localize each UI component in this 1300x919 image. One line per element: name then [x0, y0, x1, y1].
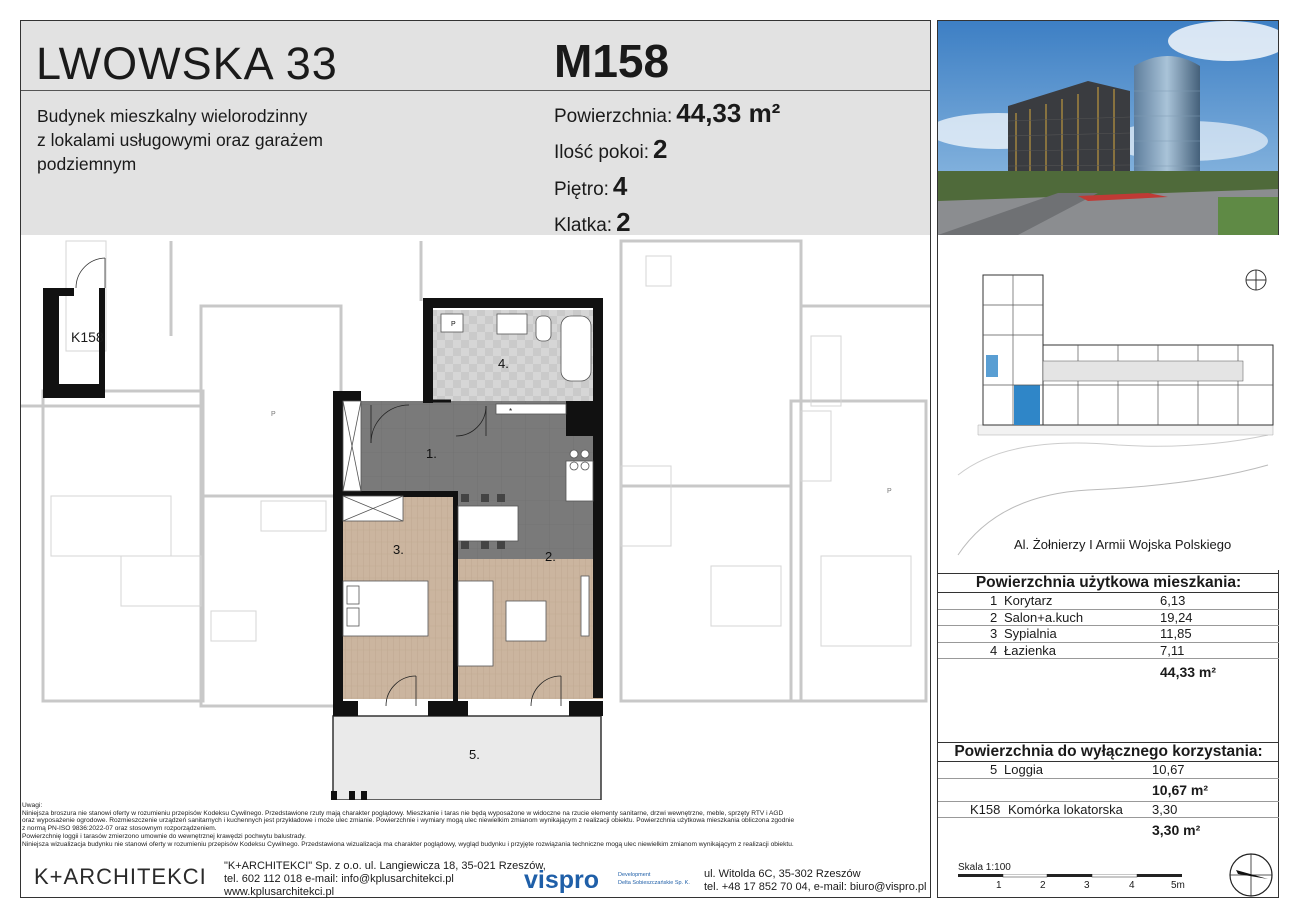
notes-line: z normą PN-ISO 9836:2022-07 oraz stosownym rozporządzeniem. — [22, 825, 217, 833]
table-row: 5 Loggia 10,67 — [938, 762, 1279, 779]
scale-tick: 3 — [1084, 880, 1090, 891]
room-label-4: 4. — [498, 356, 509, 371]
column-divider — [930, 20, 938, 898]
stat-staircase: Klatka: 2 — [554, 207, 631, 237]
table-row: 1 Korytarz 6,13 — [938, 593, 1279, 610]
scale-tick: 4 — [1129, 880, 1135, 891]
scale-tick: 5m — [1171, 880, 1185, 891]
building-description — [37, 104, 397, 176]
description-line: podziemnym — [37, 154, 137, 174]
building-title: LWOWSKA 33 — [36, 38, 338, 89]
notes-line: Powierzchnię loggii i tarasów zmierzono umownie do wewnętrznej krawędzi pochwytu balustrady. — [22, 832, 306, 840]
loggia-total: 10,67 m² — [1152, 781, 1209, 798]
developer-logo: vispro — [524, 866, 600, 894]
exclusive-area-table — [938, 742, 1279, 840]
developer-contact: ul. Witolda 6C, 35-302 Rzeszów tel. +48 17 852 70 04, e-mail: biuro@vispro.pl — [704, 868, 927, 893]
usable-area-heading: Powierzchnia użytkowa mieszkania: — [938, 573, 1279, 593]
stat-floor: Piętro: 4 — [554, 171, 628, 201]
exclusive-area-heading: Powierzchnia do wyłącznego korzystania: — [938, 742, 1279, 762]
notes-line: oraz wyposażenie ogrodowe. Rozmieszczenie urządzeń sanitarnych i kuchennych jest przykładowe i może ulec zmianie. Powierzchnie i wymiary mogą ulec niewielkim zmianom wynikającym z realizacji obiektu. Powierzchnia użytkowa mieszkania obliczona zgodnie — [22, 817, 795, 825]
fixture-label: * — [509, 407, 513, 416]
floor-plan — [21, 236, 930, 800]
stat-area-value: 44,33 m² — [676, 98, 781, 128]
compass-icon — [1228, 852, 1274, 898]
fixture-label: P — [887, 488, 892, 495]
notes-line: Niniejsza broszura nie stanowi oferty w rozumieniu przepisów Kodeksu Cywilnego. Przedstawione rzuty mają charakter poglądowy. Mieszkanie i taras nie będą wyposażone w widoczne na rzucie elementy sanitarne, drzwi wewnętrzne, meble, sprzęty RTV i AGD — [22, 809, 784, 817]
description-line: z lokalami usługowymi oraz garażem — [37, 130, 323, 150]
notes-line: Niniejsza wizualizacja budynku nie stanowi oferty w rozumieniu przepisów Kodeksu Cywilnego. Przedstawiona wizualizacja ma charakter poglądowy, wygląd budynku i przyjęte rozwiązania techniczne mogą ulec niewielkim zmianom wynikającym z realizacji obiektu. — [22, 840, 794, 848]
header-divider — [21, 90, 930, 91]
storage-wall — [43, 288, 59, 398]
apartment-highlight — [1014, 385, 1040, 425]
stat-staircase-value: 2 — [616, 207, 631, 237]
table-row: 4 Łazienka 7,11 — [938, 643, 1279, 660]
room-label-5: 5. — [469, 747, 480, 762]
scale-tick: 1 — [996, 880, 1002, 891]
scale-label: Skala 1:100 — [958, 862, 1011, 873]
building-visualization — [938, 21, 1278, 235]
street-label: Al. Żołnierzy I Armii Wojska Polskiego — [1014, 537, 1232, 552]
notes: Uwagi: Niniejsza broszura nie stanowi oferty w rozumieniu przepisów Kodeksu Cywilnego. Przedstawione rzuty mają charakter poglądowy. Mieszkanie i taras nie będą wyposażone w widoczne na rzucie elementy sanitarne, drzwi wewnętrzne, meble, sprzęty RTV i AGD oraz wyposażenie ogrodowe. Rozmieszczenie urządzeń sanitarnych i kuchennych jest przykładowe i może ulec zmianie. Powierzchnie i wymiary mogą ulec niewielkim zmianom wynikającym z realizacji obiektu. Powierzchnia użytkowa mieszkania obliczona zgodnie z normą PN-ISO 9836:2022-07 oraz stosownym rozporządzeniem. Powierzchnię loggii i tarasów zmierzono umownie do wewnętrznej krawędzi pochwytu balustrady. Niniejsza wizualizacja budynku nie stanowi oferty w rozumieniu przepisów Kodeksu Cywilnego. Przedstawiona wizualizacja ma charakter poglądowy, wygląd budynku i przyjęte rozwiązania techniczne mogą ulec niewielkim zmianom wynikającym z realizacji obiektu. — [22, 802, 927, 848]
table-row: 2 Salon+a.kuch 19,24 — [938, 610, 1279, 627]
description-line: Budynek mieszkalny wielorodzinny — [37, 106, 308, 126]
architect-logo: K+ARCHITEKCI — [34, 864, 207, 889]
stat-floor-value: 4 — [612, 171, 628, 201]
room-label-2: 2. — [545, 549, 556, 564]
table-row: K158 Komórka lokatorska 3,30 — [938, 802, 1279, 819]
room-label-3: 3. — [393, 542, 404, 557]
stat-rooms: Ilość pokoi: 2 — [554, 134, 668, 164]
developer-tagline: Development Delta Sobieszczańskie Sp. K. — [618, 872, 690, 886]
scale-bar — [958, 874, 1188, 894]
room-label-1: 1. — [426, 446, 437, 461]
stat-rooms-value: 2 — [653, 134, 668, 164]
stat-area: Powierzchnia: 44,33 m² — [554, 98, 781, 128]
fixture-label: P — [451, 321, 456, 328]
storage-label: K158 — [71, 329, 104, 345]
apartment-code: M158 — [554, 35, 670, 87]
key-plan — [938, 235, 1279, 570]
scale-tick: 2 — [1040, 880, 1046, 891]
usable-area-total: 44,33 m² — [1160, 664, 1217, 680]
usable-area-table — [938, 573, 1279, 685]
table-row: 3 Sypialnia 11,85 — [938, 626, 1279, 643]
storage-total: 3,30 m² — [1152, 822, 1201, 838]
architect-contact: "K+ARCHITEKCI" Sp. z o.o. ul. Langiewicza 18, 35-021 Rzeszów, tel. 602 112 018 e-mail: info@kplusarchitekci.pl www.kplusarchitekci.pl — [224, 860, 546, 898]
fixture-label: P — [271, 411, 276, 418]
